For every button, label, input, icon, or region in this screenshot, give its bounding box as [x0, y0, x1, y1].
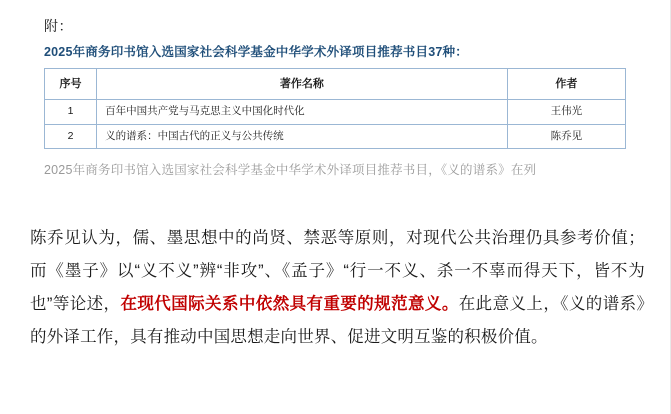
paragraph-part-one: 陈乔见认为，儒、墨思想中的尚贤、禁恶等原则，对现代公共治理仍具参考价值；而《墨子》以“义不义”辨“非攻”、《孟子》“行一不义、杀一不辜而得天下，皆不为也”等论述， [30, 229, 645, 313]
cell-book-name: 义的谱系：中国古代的正义与公共传统 [97, 124, 508, 149]
attachment-label: 附： [44, 18, 73, 34]
column-header-index: 序号 [45, 69, 97, 100]
table-header-row [45, 69, 626, 100]
cell-author: 陈乔见 [507, 124, 625, 149]
list-title: 2025年商务印书馆入选国家社会科学基金中华学术外译项目推荐书目37种： [44, 45, 468, 59]
cell-author: 王伟光 [507, 100, 625, 125]
column-header-name: 著作名称 [97, 69, 508, 100]
cell-index: 2 [45, 124, 97, 149]
recommended-books-block [44, 42, 626, 149]
paragraph-highlight: 在现代国际关系中依然具有重要的规范意义。 [120, 295, 459, 313]
table-row [45, 100, 626, 125]
cell-index: 1 [45, 100, 97, 125]
table-row [45, 124, 626, 149]
cell-book-name: 百年中国共产党与马克思主义中国化时代化 [97, 100, 508, 125]
figure-caption: 2025年商务印书馆入选国家社会科学基金中华学术外译项目推荐书目，《义的谱系》在列 [44, 163, 537, 177]
paragraph-part-two: 在此意义上，《义的谱系》的外译工作，具有推动中国思想走向世界、促进文明互鉴的积极价值。 [30, 295, 645, 346]
column-header-author: 作者 [507, 69, 625, 100]
body-paragraph [30, 222, 645, 354]
books-table [44, 68, 626, 149]
